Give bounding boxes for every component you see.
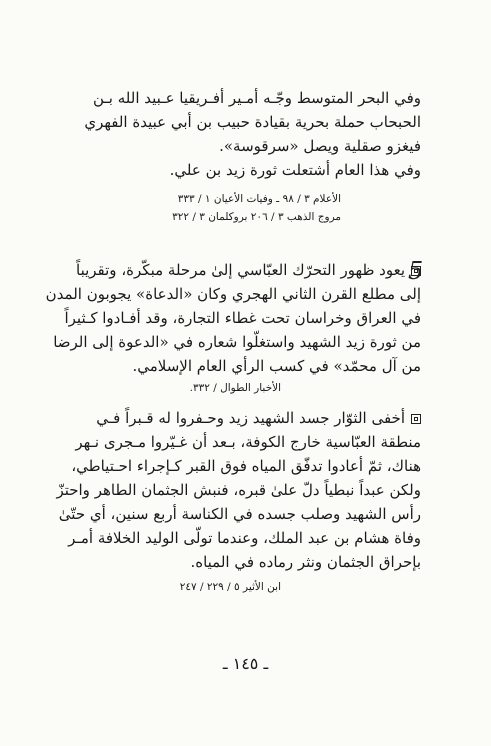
text-line: ولكن عبداً نبطياً دلّ علىٰ قبره، فنبش الجثمان الطاهر واحتزّ — [56, 481, 421, 499]
source-reference: الأعلام ٣ / ٩٨ ـ وفيات الأعيان ١ / ٣٣٣ — [177, 193, 341, 205]
sources-2 — [81, 379, 281, 397]
sources-3 — [61, 578, 281, 596]
text-line-content: أخفى الثوّار جسد الشهيد زيد وحـفروا له قـبراً فـي — [96, 409, 405, 427]
paragraph-1 — [36, 86, 421, 182]
text-line: وفي هذا العام أشتعلت ثورة زيد بن علي. — [169, 161, 421, 179]
section-marker-icon — [411, 414, 421, 424]
text-line: إلى مطلع القرن الثاني الهجري وكان «الدعاة» يجوبون المدن — [45, 285, 421, 303]
sources-1 — [41, 190, 341, 226]
text-line: رأس الشهيد وصلب جسده في الكناسة أربع سنين، أي حتّىٰ — [58, 505, 421, 523]
text-line — [36, 258, 421, 282]
paragraph-2 — [36, 257, 424, 378]
margin-number: 5 — [408, 257, 424, 285]
source-reference: الأخبار الطوال / ٣٣٢. — [189, 382, 281, 394]
text-line: منطقة العبّاسية خارج الكوفة، بـعد أن غـيّروا مـجرى نـهر — [75, 433, 421, 451]
text-line: بإحراق الجثمان ونثر رماده في المياه. — [190, 553, 421, 571]
text-line: في العراق وخراسان تحت غطاء التجارة، وقد أفـادوا كـثيراً — [64, 309, 421, 327]
text-line: الحبحاب حملة بحرية بقيادة حبيب بن أبي عبيدة الفهري — [84, 113, 421, 131]
paragraph-3 — [36, 406, 421, 574]
text-line — [36, 406, 421, 430]
text-line: وفي البحر المتوسط وجّـه أمـير أفـريقيا عـبيد الله بـن — [92, 89, 421, 107]
text-line: هناك، ثمّ أعادوا تدفّق المياه فوق القبر كـإجراء احـتياطي، — [71, 457, 421, 475]
text-line: فيغزو صقلية ويصل «سرقوسة». — [219, 137, 421, 155]
text-line-content: يعود ظهور التحرّك العبّاسي إلىٰ مرحلة مبكّرة، وتقريباً — [76, 261, 405, 279]
page-number: ـ ١٤٥ ـ — [222, 654, 269, 673]
source-reference: ابن الأثير ٥ / ٢٢٩ / ٢٤٧ — [179, 581, 281, 593]
text-line: من آل محمّد» في كسب الرأي العام الإسلامي. — [132, 357, 421, 375]
text-line: من ثورة زيد الشهيد واستغلّوا شعاره في «الدعوة إلى الرضا — [53, 333, 421, 351]
section-marker-icon — [411, 266, 421, 276]
text-line: وفاة هشام بن عبد الملك، وعندما تولّى الوليد الخلافة أمـر — [68, 529, 421, 547]
source-reference: مروج الذهب ٣ / ٢٠٦ بروكلمان ٣ / ٣٢٢ — [172, 211, 341, 223]
